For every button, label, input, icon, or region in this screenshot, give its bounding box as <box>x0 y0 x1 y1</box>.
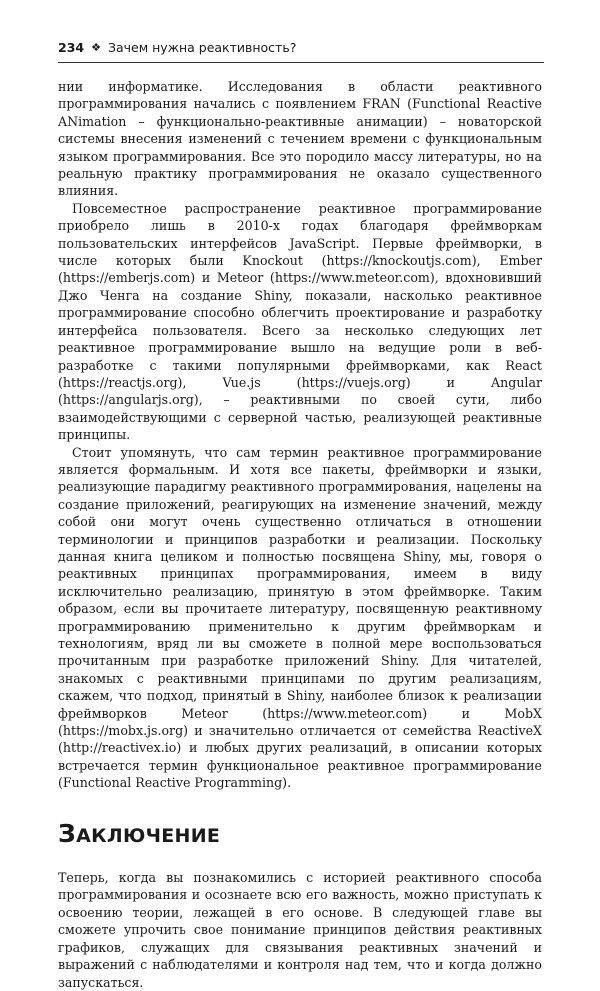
diamond-ornament-icon: ❖ <box>91 41 101 54</box>
section-heading-rest: АКЛЮЧЕНИЕ <box>76 824 221 847</box>
page-number: 234 <box>58 40 85 55</box>
header-divider <box>58 62 544 63</box>
section-heading-conclusion <box>58 818 542 848</box>
paragraph-terminology: Стоит упомянуть, что сам термин реактивное программирование является формальным. И хотя все пакеты, фреймворки и языки, реализующие парадигму реактивного программирования, нацелены на создание приложений, реагирующих на изменение значений, между собой они могут очень существенно отличаться в отношении терминологии и принципов разработки и реализации. Поскольку данная книга целиком и полностью посвящена Shiny, мы, говоря о реактивных принципах программирования, имеем в виду исключительно реализацию, принятую в этом фреймворке. Таким образом, если вы прочитаете литературу, посвященную реактивному программированию применительно к другим фреймворкам и технологиям, вряд ли вы сможете в полной мере воспользоваться прочитанным при разработке приложений Shiny. Для читателей, знакомых с реактивными принципами по другим реализациям, скажем, что подход, принятый в Shiny, наиболее близок к реализации фреймворков Meteor (https://www.meteor.com) и MobX (https://mobx.js.org) и значительно отличается от семейства ReactiveX (http://reactivex.io) и любых других реализаций, в описании которых встречается термин функциональное реактивное программирование (Functional Reactive Programming). <box>58 444 542 791</box>
chapter-title: Зачем нужна реактивность? <box>107 40 297 55</box>
section-heading-initial: З <box>58 818 77 848</box>
paragraph-js-frameworks: Повсеместное распространение реактивное программирование приобрело лишь в 2010-х годах благодаря фреймворкам пользовательских интерфейсов JavaScript. Первые фреймворки, в числе которых были Knockout (https://knockoutjs.com), Ember (https://emberjs.com) и Meteor (https://www.meteor.com), вдохновивший Джо Ченга на создание Shiny, показали, насколько реактивное программирование способно облегчить проектирование и разработку интерфейса пользователя. Всего за несколько следующих лет реактивное программирование вышло на ведущие роли в веб-разработке с такими популярными фреймворками, как React (https://reactjs.org), Vue.js (https://vuejs.org) и Angular (https://angularjs.org), – реактивными по своей сути, либо взаимодействующими с серверной частью, реализующей реактивные принципы. <box>58 200 542 443</box>
page-content <box>58 78 542 991</box>
paragraph-history-continued: нии информатике. Исследования в области реактивного программирования начались с появлением FRAN (Functional Reactive ANimation – функционально-реактивные анимации) – новаторской системы внесения изменений с течением времени с функциональным языком программирования. Все это породило массу литературы, но на реальную практику программирования не оказало существенного влияния. <box>58 79 542 199</box>
running-header <box>58 40 544 60</box>
paragraph-conclusion: Теперь, когда вы познакомились с историей реактивного способа программирования и осознаете всю его важность, можно приступать к освоению теории, лежащей в его основе. В следующей главе вы сможете упрочить свое понимание принципов действия реактивных графиков, служащих для связывания реактивных значений и выражений с наблюдателями и контроля над тем, что и когда должно запускаться. <box>58 870 542 990</box>
